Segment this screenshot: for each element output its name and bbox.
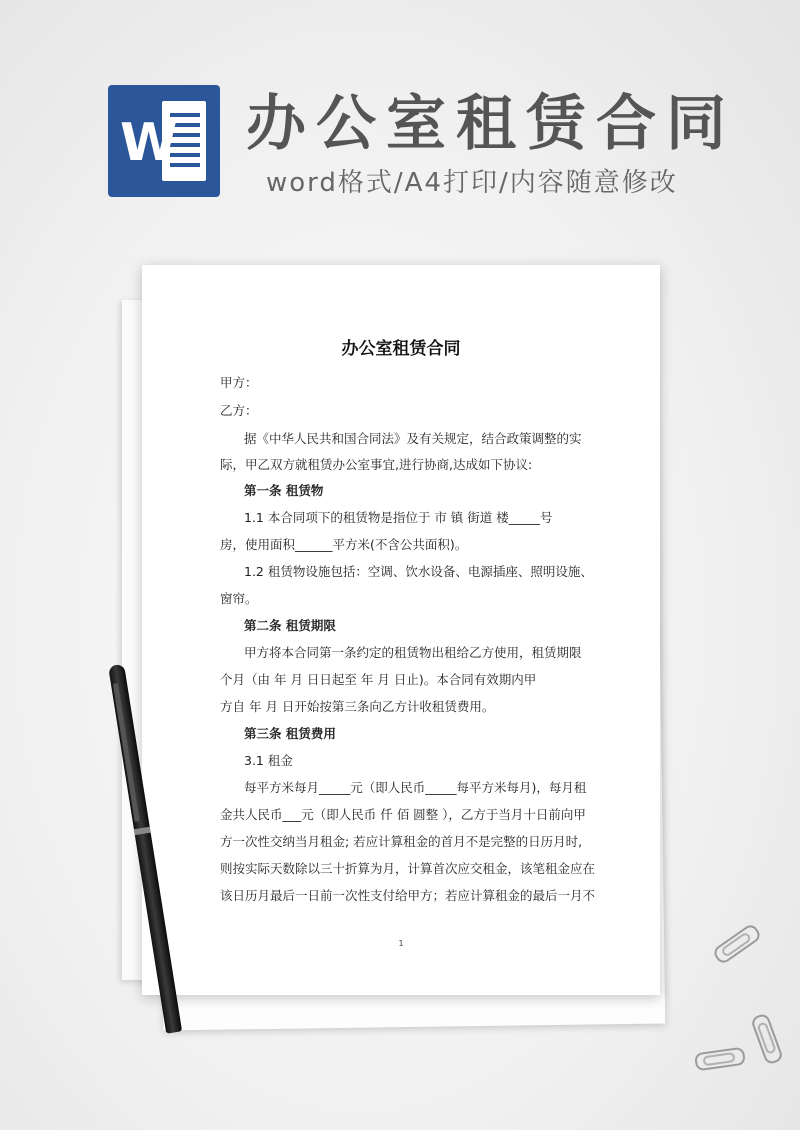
paragraph-line: 金共人民币___元（即人民币 仟 佰 圆整 ），乙方于当月十日前向甲 bbox=[220, 807, 586, 822]
page-number: 1 bbox=[398, 939, 404, 948]
banner-header bbox=[0, 0, 800, 220]
banner-subtitle: word格式/A4打印/内容随意修改 bbox=[266, 168, 678, 198]
banner-title: 办公室租赁合同 bbox=[246, 89, 736, 159]
article-heading: 第二条 租赁期限 bbox=[244, 618, 336, 633]
paperclip-icon bbox=[711, 922, 762, 965]
paragraph-line: 则按实际天数除以三十折算为月，计算首次应交租金，该笔租金应在 bbox=[220, 861, 596, 876]
paragraph-line: 个月（由 年 月 日日起至 年 月 日止)。本合同有效期内甲 bbox=[220, 672, 537, 687]
section-heading: 3.1 租金 bbox=[244, 753, 293, 768]
article-heading: 第三条 租赁费用 bbox=[244, 726, 336, 741]
party-b-line: 乙方： bbox=[220, 403, 258, 418]
paperclip-icon bbox=[750, 1012, 784, 1065]
document-title: 办公室租赁合同 bbox=[341, 339, 461, 359]
paragraph-line: 房，使用面积______平方米(不含公共面积)。 bbox=[220, 537, 468, 552]
document-page bbox=[142, 265, 660, 995]
paragraph-line: 该日历月最后一日前一次性支付给甲方；若应计算租金的最后一月不 bbox=[220, 888, 596, 903]
paragraph-line: 每平方米每月_____元（即人民币_____每平方米每月)，每月租 bbox=[244, 780, 587, 795]
paragraph-line: 1.2 租赁物设施包括：空调、饮水设备、电源插座、照明设施、 bbox=[244, 564, 593, 579]
pen-band bbox=[134, 827, 151, 835]
paragraph-line: 窗帘。 bbox=[220, 591, 258, 606]
paragraph-line: 甲方将本合同第一条约定的租赁物出租给乙方使用，租赁期限 bbox=[244, 645, 582, 660]
paragraph-line: 1.1 本合同项下的租赁物是指位于 市 镇 街道 楼_____号 bbox=[244, 510, 553, 525]
paragraph-line: 方自 年 月 日开始按第三条向乙方计收租赁费用。 bbox=[220, 699, 495, 714]
article-heading: 第一条 租赁物 bbox=[244, 483, 324, 498]
paperclip-icon bbox=[694, 1047, 746, 1072]
logo-letter: W bbox=[120, 113, 178, 173]
party-a-line: 甲方： bbox=[220, 375, 258, 390]
word-logo-icon bbox=[108, 85, 220, 197]
paragraph-line: 际，甲乙双方就租赁办公室事宜,进行协商,达成如下协议: bbox=[220, 457, 533, 472]
paragraph-line: 方一次性交纳当月租金; 若应计算租金的首月不是完整的日历月时, bbox=[220, 834, 583, 849]
paragraph-line: 据《中华人民共和国合同法》及有关规定，结合政策调整的实 bbox=[244, 431, 582, 446]
